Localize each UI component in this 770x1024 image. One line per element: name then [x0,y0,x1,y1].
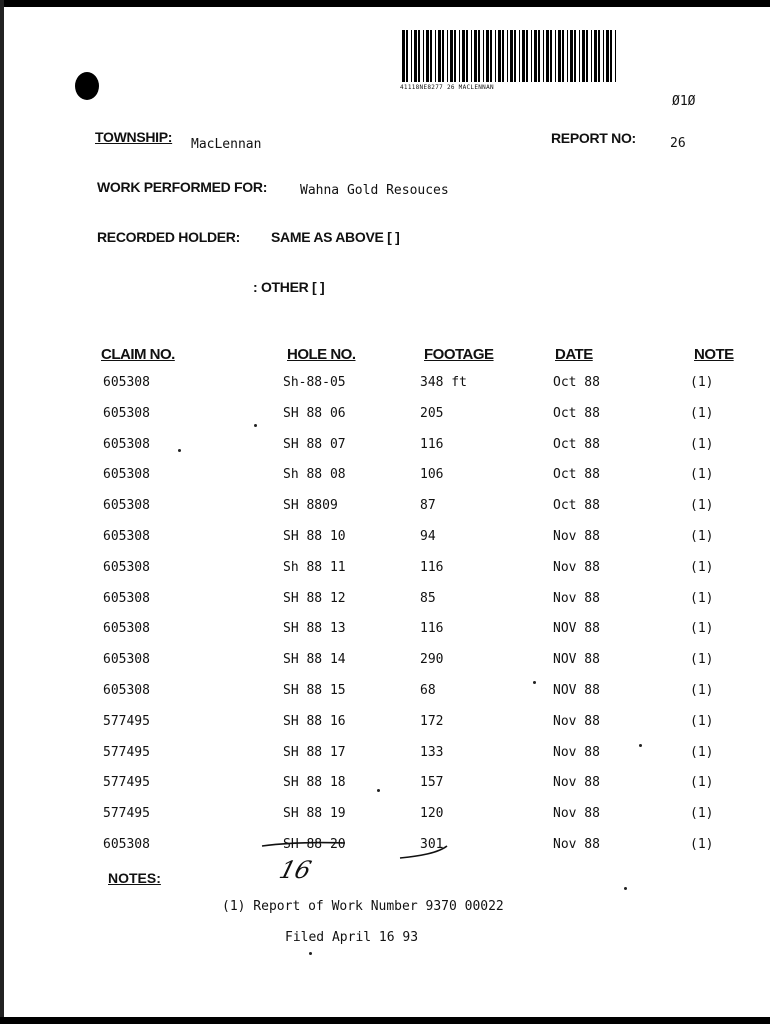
note-cell: (1) [690,498,714,514]
hole-no-cell: SH 88 13 [283,621,346,637]
claim-no-cell: 605308 [103,405,150,421]
claim-no-cell: 605308 [103,559,150,575]
claim-no-cell: 577495 [103,713,150,729]
hole-no-cell: SH 88 06 [283,405,346,421]
date-cell: Nov 88 [553,806,600,822]
date-cell: Nov 88 [553,529,600,544]
hole-no-cell: Sh 88 11 [283,559,346,575]
footage-cell: 116 [420,436,444,452]
speck [624,887,627,890]
page-number: Ø1Ø [672,94,696,109]
footage-cell: 157 [420,775,444,791]
hole-no-cell: SH 8809 [283,498,338,514]
speck [639,744,642,747]
speck [178,449,181,452]
speck [533,681,536,684]
claim-no-cell: 605308 [103,590,150,606]
footage-cell: 85 [420,590,436,606]
footage-cell: 116 [420,621,444,637]
township-label: TOWNSHIP: [95,129,173,145]
date-cell: Oct 88 [553,375,600,390]
footage-cell: 348 ft [420,375,467,390]
date-cell: Nov 88 [553,590,600,606]
column-header-hole: HOLE NO. [287,346,356,363]
claim-no-cell: 605308 [103,652,150,668]
hole-no-cell: SH 88 07 [283,436,346,452]
hole-no-cell: SH 88 10 [283,529,346,544]
claim-no-cell: 577495 [103,744,150,760]
column-header-footage: FOOTAGE [424,346,494,363]
hole-no-cell: SH 88 12 [283,590,346,606]
footage-cell: 116 [420,559,444,575]
hole-no-cell: SH 88 15 [283,683,346,698]
claim-no-cell: 605308 [103,375,150,390]
hole-no-cell: SH 88 18 [283,775,346,791]
date-cell: NOV 88 [553,621,600,637]
note-cell: (1) [690,559,714,575]
note-cell: (1) [690,806,714,822]
note-cell: (1) [690,467,714,483]
column-header-note: NOTE [694,346,734,363]
note-cell: (1) [690,683,714,698]
footage-cell: 133 [420,744,444,760]
footage-cell: 68 [420,683,436,698]
claim-no-cell: 605308 [103,529,150,544]
note-cell: (1) [690,744,714,760]
speck [309,952,312,955]
report-no-label: REPORT NO: [551,130,636,146]
note-cell: (1) [690,775,714,791]
hole-no-cell: SH 88 20 [283,837,346,852]
claim-no-cell: 605308 [103,621,150,637]
hole-no-cell: Sh-88-05 [283,375,346,390]
handwritten-annotation: 16 [276,856,315,884]
hole-no-cell: SH 88 16 [283,713,346,729]
footage-cell: 94 [420,529,436,544]
footage-cell: 301 [420,837,444,852]
claim-no-cell: 605308 [103,436,150,452]
note-cell: (1) [690,436,714,452]
report-no-value: 26 [670,136,686,151]
recorded-holder-value: SAME AS ABOVE [ ] [271,229,400,245]
claim-no-cell: 605308 [103,467,150,483]
claim-no-cell: 605308 [103,498,150,514]
column-header-date: DATE [555,346,593,363]
other-label: : OTHER [ ] [253,279,325,295]
footage-cell: 106 [420,467,444,483]
note-cell: (1) [690,405,714,421]
hole-no-cell: SH 88 17 [283,744,346,760]
footage-cell: 120 [420,806,444,822]
date-cell: Nov 88 [553,837,600,852]
note-line-1: (1) Report of Work Number 9370 00022 [222,899,504,914]
hole-no-cell: Sh 88 08 [283,467,346,483]
note-cell: (1) [690,529,714,544]
date-cell: NOV 88 [553,652,600,668]
note-cell: (1) [690,621,714,637]
footage-cell: 172 [420,713,444,729]
note-cell: (1) [690,713,714,729]
date-cell: Nov 88 [553,744,600,760]
speck [377,789,380,792]
work-performed-value: Wahna Gold Resouces [300,183,449,198]
date-cell: Oct 88 [553,498,600,514]
date-cell: Oct 88 [553,467,600,483]
note-cell: (1) [690,375,714,390]
footage-cell: 205 [420,405,444,421]
note-line-2: Filed April 16 93 [285,930,419,945]
date-cell: Oct 88 [553,436,600,452]
hole-no-cell: SH 88 14 [283,652,346,668]
speck [254,424,257,427]
date-cell: Nov 88 [553,559,600,575]
column-header-claim: CLAIM NO. [101,346,175,363]
date-cell: Oct 88 [553,405,600,421]
claim-no-cell: 605308 [103,837,150,852]
work-performed-label: WORK PERFORMED FOR: [97,179,268,195]
hole-no-cell: SH 88 19 [283,806,346,822]
claim-no-cell: 577495 [103,806,150,822]
date-cell: Nov 88 [553,713,600,729]
note-cell: (1) [690,837,714,852]
claim-no-cell: 605308 [103,683,150,698]
date-cell: NOV 88 [553,683,600,698]
note-cell: (1) [690,590,714,606]
footage-cell: 290 [420,652,444,668]
notes-label: NOTES: [108,870,161,886]
note-cell: (1) [690,652,714,668]
township-value: MacLennan [191,137,262,152]
claim-no-cell: 577495 [103,775,150,791]
barcode-text: 41118NE8277 26 MACLENNAN [400,84,494,91]
date-cell: Nov 88 [553,775,600,791]
recorded-holder-label: RECORDED HOLDER: [97,229,240,245]
footage-cell: 87 [420,498,436,514]
